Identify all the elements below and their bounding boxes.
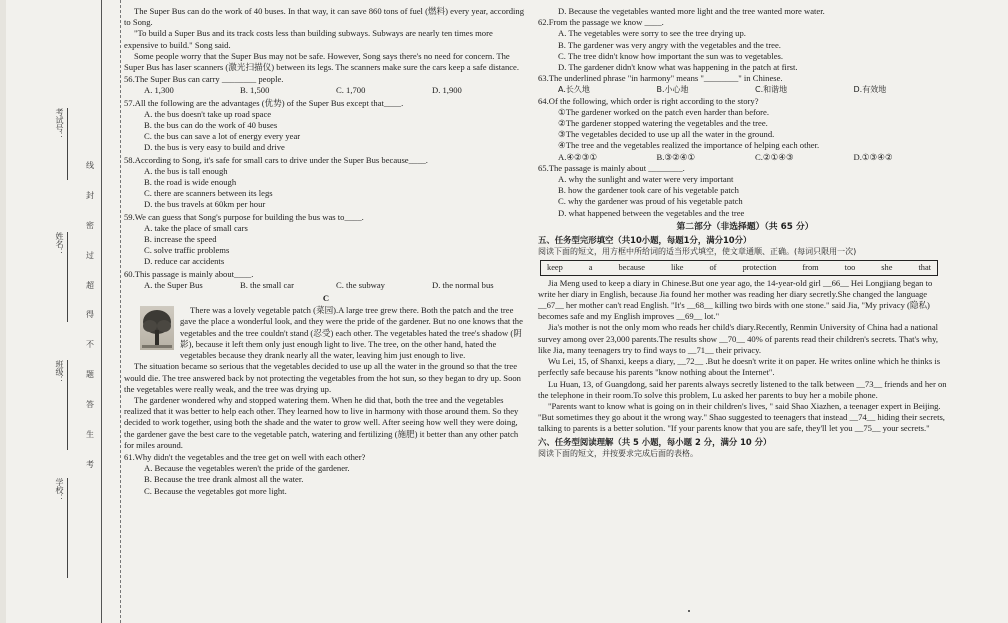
question-57: 57.All the following are the advantages (优势) of the Super Bus except that____.	[124, 97, 404, 108]
warning-char: 超	[86, 280, 94, 290]
passage-paragraph: Jia Meng used to keep a diary in Chinese.But one year ago, the 14-year-old girl __66__ Hei Longjiang began to write her diary in English, because Jia found her mother was reading her diary secretly.She changed the language __67__ her mother can't read English. "It's __68__ killing two birds with one stone." said Jia, "My privacy (隐私) becomes safe and my English improves __69__ lot."	[538, 277, 933, 322]
option: D. the normal bus	[432, 279, 494, 290]
question-58: 58.According to Song, it's safe for small cars to drive under the Super Bus because____.	[124, 154, 428, 165]
passage-paragraph: Jia's mother is not the only mom who reads her child's diary.Recently, Renmin University of China had a national survey among over 23,000 parents.The results show __70__ 40% of parents read their children's secrets. That's why, like Jia, many teenagers try to find ways to __71__ their privacy.	[538, 322, 939, 355]
warning-char: 线	[86, 161, 94, 170]
option: A.④②③①	[558, 151, 598, 162]
section-six-instruction: 阅读下面的短文，并按要求完成后面的表格。	[538, 448, 698, 458]
warning-char: 不	[86, 340, 94, 350]
ordered-item: ①The gardener worked on the patch even harder than before.	[558, 106, 769, 117]
binding-margin	[0, 0, 100, 623]
option: D.①③④②	[853, 151, 893, 162]
option: C.②①④③	[755, 151, 794, 162]
question-60-options	[124, 280, 528, 291]
passage-paragraph: The gardener wondered why and stopped watering them. When he did that, both the tree and the vegetables realized that it was better to help each other. They learned how to live in harmony with those around them. So they decided to work together, using both the shade and the water to grow well. After seeing how well they were doing, the gardener gave the best care to the vegetable patch, watering and fertilizing (施肥) it better than any other patch for miles around.	[124, 394, 519, 450]
seal-line-warning	[84, 160, 96, 470]
part-two-heading: 第二部分（非选择题）（共 65 分）	[676, 221, 814, 232]
option: D. the bus travels at 60km per hour	[144, 199, 266, 210]
left-column	[124, 6, 528, 497]
warning-char: 生	[86, 430, 94, 440]
option: D. reduce car accidents	[144, 256, 225, 267]
ordered-item: ②The gardener stopped watering the vegetables and the tree.	[558, 118, 768, 129]
option: B. Because the tree drank almost all the water.	[144, 474, 304, 485]
tree-illustration	[140, 306, 174, 350]
question-64: 64.Of the following, which order is right according to the story?	[538, 95, 759, 106]
option: D. Because the vegetables wanted more light and the tree wanted more water.	[558, 6, 825, 16]
passage-paragraph: "To build a Super Bus and its track costs less than building subways. Subways are nearly ten times more expensive to build." Song said.	[124, 28, 493, 50]
question-62: 62.From the passage we know ____.	[538, 17, 664, 28]
option: A. Because the vegetables weren't the pride of the gardener.	[144, 463, 350, 474]
option: C. the subway	[336, 279, 385, 290]
option: A. the Super Bus	[144, 279, 203, 290]
school-label: 学校：	[54, 478, 68, 578]
ordered-item: ④The tree and the vegetables realized the importance of helping each other.	[558, 140, 820, 151]
right-column	[538, 6, 952, 459]
option: C. there are scanners between its legs	[144, 188, 273, 199]
option: D. what happened between the vegetables and the tree	[558, 207, 745, 218]
name-label: 姓名：	[54, 232, 68, 322]
option: D. the bus is very easy to build and drive	[144, 142, 285, 153]
binding-dashed-line	[120, 0, 122, 623]
warning-char: 考	[86, 459, 94, 469]
passage-paragraph: There was a lovely vegetable patch (菜园).A large tree grew there. Both the patch and the tree gave the place a wonderful look, and they were the pride of the gardener. But no one knows that the vegetables and the tree couldn't stand (忍受) each other. The vegetables hated the tree's shadow (阴影), because it left them only just enough light to live. The tree, on the other hand, hated the vegetables because they drank nearly all the water, leaving him just enough to live.	[180, 305, 523, 361]
word-bank	[540, 260, 938, 275]
option: A. the bus is tall enough	[144, 165, 228, 176]
option: B. how the gardener took care of his vegetable patch	[558, 185, 739, 196]
option: D. The gardener didn't know what was happening in the patch at first.	[558, 62, 798, 73]
section-five-instruction: 阅读下面的短文，用方框中所给词的适当形式填空，使文章通顺、正确。(每词只限用一次)	[538, 247, 857, 257]
option: D.有效地	[853, 85, 887, 95]
passage-paragraph: Wu Lei, 15, of Shanxi, keeps a diary, __72__ .But he doesn't write it on paper. He writes online which he thinks is perfectly safe because his parents "know nothing about the Internet".	[538, 356, 941, 378]
passage-paragraph: Lu Huan, 13, of Guangdong, said her parents always secretly listened to the talk between __73__ friends and her on the telephone in their room.To solve this problem, Lu asked her parents to buy her a mobile phone.	[538, 378, 947, 400]
option: B. the small car	[240, 279, 294, 290]
option: B. 1,500	[240, 85, 270, 96]
word: like	[670, 263, 684, 273]
option: C.和谐地	[755, 85, 788, 95]
option: A. take the place of small cars	[144, 222, 248, 233]
word: protection	[742, 263, 777, 273]
word: keep	[547, 263, 563, 273]
section-c-heading: C	[322, 293, 330, 304]
option: C. The tree didn't know how important the sun was to vegetables.	[558, 50, 784, 61]
question-60: 60.This passage is mainly about____.	[124, 268, 254, 279]
binding-line	[101, 0, 102, 623]
warning-char: 封	[86, 190, 94, 200]
section-six-heading: 六、任务型阅读理解（共 5 小题，每小题 2 分，满分 10 分）	[538, 436, 772, 447]
passage-paragraph: "Parents want to know what is going on in their children's lives, " said Shao Xiazhen, a teenager expert in Beijing. "But sometimes they go about it the wrong way." Shao suggested to teenagers that instead __74__ hiding their secrets, talking to parents is a better solution. "If your parents know that you are safe, they'll let you __75__ your secrets."	[538, 400, 945, 434]
option: C. solve traffic problems	[144, 245, 230, 256]
option: A. the bus doesn't take up road space	[144, 108, 272, 119]
word: of	[709, 263, 717, 273]
option: A. The vegetables were sorry to see the tree drying up.	[558, 28, 746, 39]
page-dot	[688, 610, 690, 612]
warning-char: 得	[86, 310, 94, 320]
option: D. 1,900	[432, 85, 462, 96]
option: C. the bus can save a lot of energy every year	[144, 131, 301, 142]
passage-paragraph: Some people worry that the Super Bus may not be safe. However, Song says there's no need for concern. The Super Bus has laser scanners (激光扫描仪) between its legs. The scanners make sure the cars keep a safe distance.	[124, 50, 520, 73]
exam-number-label: 考试号：	[54, 108, 68, 180]
question-61: 61.Why didn't the vegetables and the tree get on well with each other?	[124, 451, 366, 462]
word: she	[881, 263, 893, 273]
question-59: 59.We can guess that Song's purpose for building the bus was to____.	[124, 211, 364, 222]
word: too	[844, 263, 856, 273]
question-63-options	[538, 84, 952, 95]
question-56: 56.The Super Bus can carry ________ people.	[124, 74, 284, 85]
word: because	[618, 263, 645, 273]
word: that	[918, 263, 931, 273]
option: C. 1,700	[336, 85, 366, 96]
passage-paragraph: The Super Bus can do the work of 40 buses. In that way, it can save 860 tons of fuel (燃料) every year, according to Song.	[124, 6, 524, 28]
option: B. the road is wide enough	[144, 177, 237, 188]
warning-char: 过	[86, 250, 94, 260]
option: C. Because the vegetables got more light.	[144, 485, 287, 496]
option: B.小心地	[656, 85, 689, 95]
warning-char: 密	[86, 220, 94, 230]
passage-paragraph: The situation became so serious that the vegetables decided to use up all the water in the ground so that the tree would die. The tree answered back by not protecting the vegetables from the hot sun, so they began to dry up. Soon the vegetables were really weak, and the tree was drying up.	[124, 361, 521, 394]
word: a	[588, 263, 593, 273]
question-56-options	[124, 85, 528, 96]
option: C. why the gardener was proud of his vegetable patch	[558, 196, 743, 207]
option: B. increase the speed	[144, 234, 217, 245]
option: B.③②④①	[656, 151, 696, 162]
option: B. the bus can do the work of 40 buses	[144, 120, 278, 131]
word: from	[802, 263, 819, 273]
option: A. why the sunlight and water were very important	[558, 174, 734, 185]
question-65: 65.The passage is mainly about ________.	[538, 162, 685, 173]
ordered-item: ③The vegetables decided to use up all the water in the ground.	[558, 129, 775, 140]
warning-char: 题	[86, 370, 94, 380]
option: A. 1,300	[144, 85, 174, 96]
option: A.长久地	[558, 85, 590, 95]
class-label: 班级：	[54, 360, 68, 450]
section-five-heading: 五、任务型完形填空（共10小题，每题1分，满分10分）	[538, 235, 752, 246]
warning-char: 答	[86, 400, 94, 410]
question-63: 63.The underlined phrase "in harmony" means "________" in Chinese.	[538, 73, 783, 84]
option: B. The gardener was very angry with the vegetables and the tree.	[558, 39, 781, 50]
question-64-options	[538, 152, 952, 163]
